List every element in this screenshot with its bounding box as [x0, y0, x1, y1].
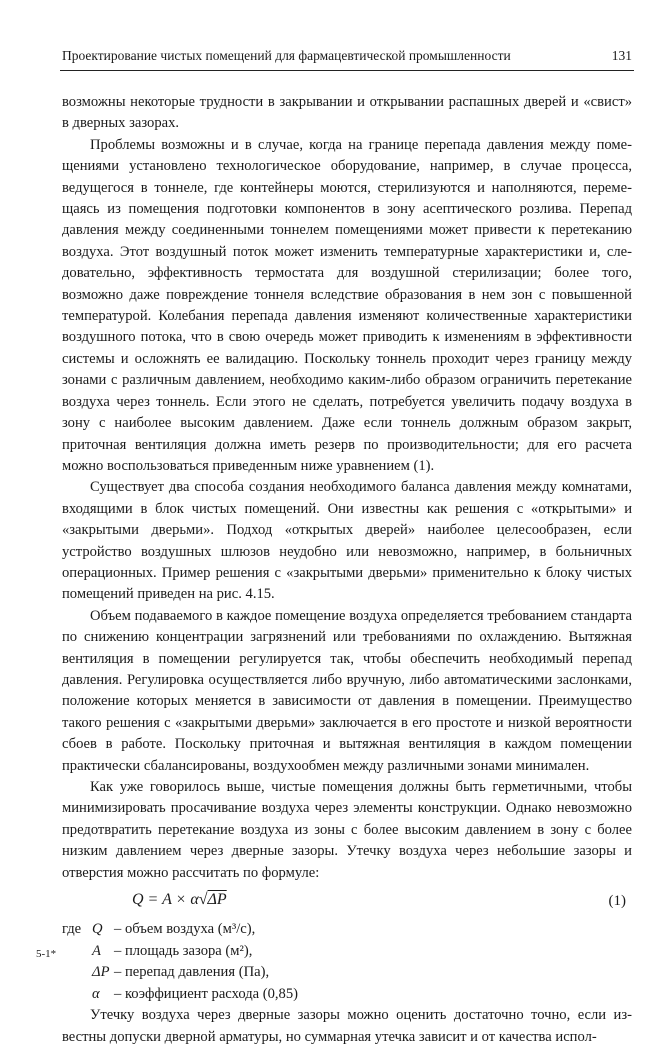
formula-expression: Q = A × α√ΔP: [132, 891, 227, 909]
definition-text: – коэффициент расхода (0,85): [114, 985, 299, 1002]
paragraph-doors: Существует два способа создания необходимого баланса давления между комнатами, входящими в блок чистых помещений. Они известны как решения с «открытыми» и «закрытыми дверьми». Подход «открытых дверей» наиболее целесообразен, если устройство воздушных шлюзов неудобно или невозможно, например, в больничных операционных. Пример решения с «закрытыми дверьми» применительно к блоку чистых помещений приведен на рис. 4.15.: [62, 479, 632, 603]
definitions-list: [62, 919, 632, 1005]
definition-text: – площадь зазора (м²),: [114, 942, 253, 959]
definition-row: [62, 919, 632, 941]
definition-symbol: α: [92, 985, 100, 1002]
formula-radicand: ΔP: [207, 891, 227, 909]
paragraph-tunnel: Проблемы возможны и в случае, когда на границе перепада давления между помещениями установлено технологическое оборудование, например, в случае процесса, ведущегося в тоннеле, где контейнеры моются, стерилизуются и наполняются, перемещаясь из помещения подготовки компонентов в зону асептического розлива. Перепад давления между соединенными тоннелем помещениями может привести к перетеканию воздуха. Этот воздушный поток может изменить температурные характеристики и, следовательно, эффективность термостата для воздушной стерилизации; более того, возможно даже повреждение тоннеля вследствие образования в нем зон с повышенной температурой. Колебания перепада давления изменяют количественные характеристики воздушного потока, что в свою очередь может приводить к изменениям в эффективности системы и осложнять ее валидацию. Поскольку тоннель проходит через границу между зонами с различным давлением, необходимо каким-либо образом ограничить перетекание воздуха через тоннель. Если этого не сделать, потребуется увеличить подачу воздуха в зону с наиболее высоким давлением. Даже если тоннель должным образом закрыт, приточная вентиляция должна иметь резерв по производительности; для его расчета можно воспользоваться приведенным ниже уравнением (1).: [62, 136, 632, 474]
definitions-lead: где: [62, 921, 82, 938]
paragraph-supply: Объем подаваемого в каждое помещение воздуха определяется требованием стандарта по снижению концентрации загрязнений или требованиями по охлаждению. Вытяжная вентиляция в помещении регулируется так, чтобы обеспечить необходимый перепад давления. Регулировка осуществляется либо вручную, либо автоматическими заслонками, положение которых меняется в зависимости от давления в помещении. Преимущество такого решения с «закрытыми дверьми» заключается в его простоте и низкой вероятности сбоев в работе. Поскольку приточная и вытяжная вентиляция в каждом помещении практически сбалансированы, воздухообмен между различными зонами минимален.: [62, 607, 632, 774]
definition-row: [92, 984, 632, 1006]
paragraph-continuation: возможны некоторые трудности в закрывании и открывании распашных дверей и «свист» в дверных зазорах.: [62, 94, 632, 132]
definition-text: – перепад давления (Па),: [114, 964, 270, 981]
definition-row: [92, 962, 632, 984]
header-rule: [60, 70, 634, 71]
page-body: [62, 92, 632, 1048]
signature-mark: 5-1*: [36, 948, 57, 960]
paragraph-leakage: Как уже говорилось выше, чистые помещения должны быть герметичными, чтобы минимизировать просачивание воздуха через элементы конструкции. Однако невозможно предотвратить перетекание воздуха из зоны с более высоким давлением в зону с более низким давлением через дверные зазоры. Утечку воздуха через небольшие зазоры и отверстия можно рассчитать по формуле:: [62, 779, 632, 881]
formula: [62, 885, 632, 919]
definition-row: [92, 941, 632, 963]
definition-symbol: ΔP: [92, 964, 110, 981]
formula-number: (1): [608, 893, 626, 910]
page-number: 131: [611, 48, 632, 63]
definition-symbol: Q: [92, 921, 103, 938]
definition-symbol: A: [92, 942, 101, 959]
formula-lhs: Q = A × α: [132, 891, 199, 909]
definition-text: – объем воздуха (м³/с),: [114, 921, 256, 938]
running-title: Проектирование чистых помещений для фармацевтической промышленности: [62, 48, 511, 63]
paragraph-door-gaps: Утечку воздуха через дверные зазоры можно оценить достаточно точно, если известны допуски дверной арматуры, но суммарная утечка зависит и от качества испол-: [62, 1007, 632, 1045]
